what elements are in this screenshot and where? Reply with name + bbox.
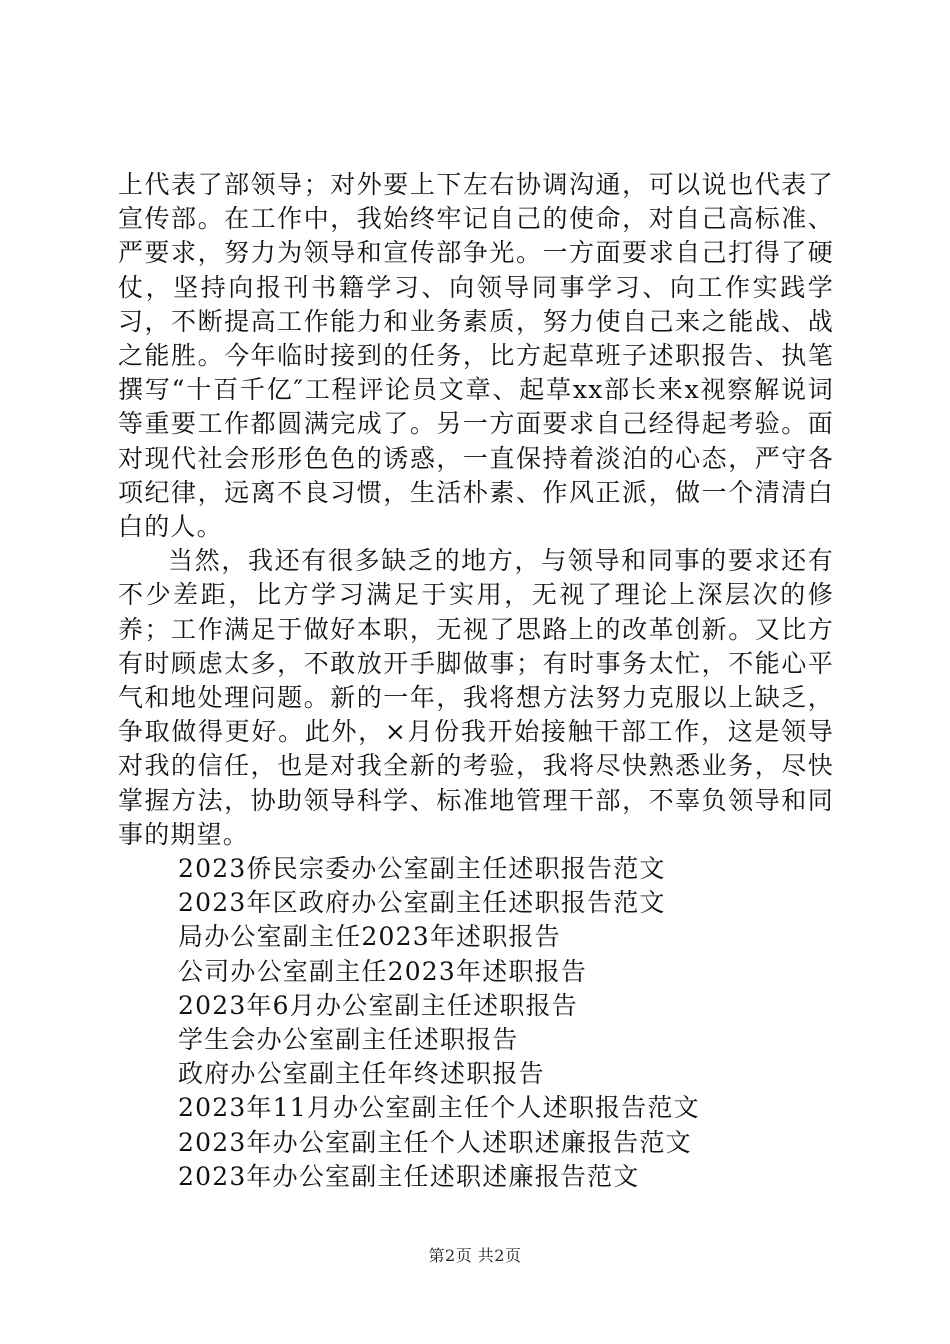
related-link[interactable]: 公司办公室副主任2023年述职报告	[178, 956, 588, 986]
related-link[interactable]: 学生会办公室副主任述职报告	[178, 1025, 519, 1055]
related-link[interactable]: 2023侨民宗委办公室副主任述职报告范文	[178, 854, 666, 884]
paragraph-2: 当然，我还有很多缺乏的地方，与领导和同事的要求还有不少差距，比方学习满足于实用，无视了理论上深层次的修养；工作满足于做好本职，无视了思路上的改革创新。又比方有时顾虑太多，不敢放开手脚做事；有时事务太忙，不能心平气和地处理问题。新的一年，我将想方法努力克服以上缺乏，争取做得更好。此外，×月份我开始接触干部工作，这是领导对我的信任，也是对我全新的考验，我将尽快熟悉业务，尽快掌握方法，协助领导科学、标准地管理干部，不辜负领导和同事的期望。	[118, 546, 834, 849]
related-link[interactable]: 2023年6月办公室副主任述职报告	[178, 990, 578, 1020]
document-body	[118, 168, 834, 1194]
related-link[interactable]: 2023年11月办公室副主任个人述职报告范文	[178, 1093, 700, 1123]
page-footer: 第2页 共2页	[428, 1246, 522, 1265]
related-link[interactable]: 政府办公室副主任年终述职报告	[178, 1059, 545, 1089]
related-links-list	[118, 852, 834, 1194]
related-link[interactable]: 局办公室副主任2023年述职报告	[178, 922, 561, 952]
related-link[interactable]: 2023年区政府办公室副主任述职报告范文	[178, 888, 666, 918]
related-link[interactable]: 2023年办公室副主任述职述廉报告范文	[178, 1161, 640, 1191]
related-link[interactable]: 2023年办公室副主任个人述职述廉报告范文	[178, 1127, 692, 1157]
paragraph-1: 上代表了部领导；对外要上下左右协调沟通，可以说也代表了宣传部。在工作中，我始终牢记自己的使命，对自己高标准、严要求，努力为领导和宣传部争光。一方面要求自己打得了硬仗，坚持向报刊书籍学习、向领导同事学习、向工作实践学习，不断提高工作能力和业务素质，努力使自己来之能战、战之能胜。今年临时接到的任务，比方起草班子述职报告、执笔撰写“十百千亿″工程评论员文章、起草xx部长来x视察解说词等重要工作都圆满完成了。另一方面要求自己经得起考验。面对现代社会形形色色的诱惑，一直保持着淡泊的心态，严守各项纪律，远离不良习惯，生活朴素、作风正派，做一个清清白白的人。	[118, 170, 834, 542]
